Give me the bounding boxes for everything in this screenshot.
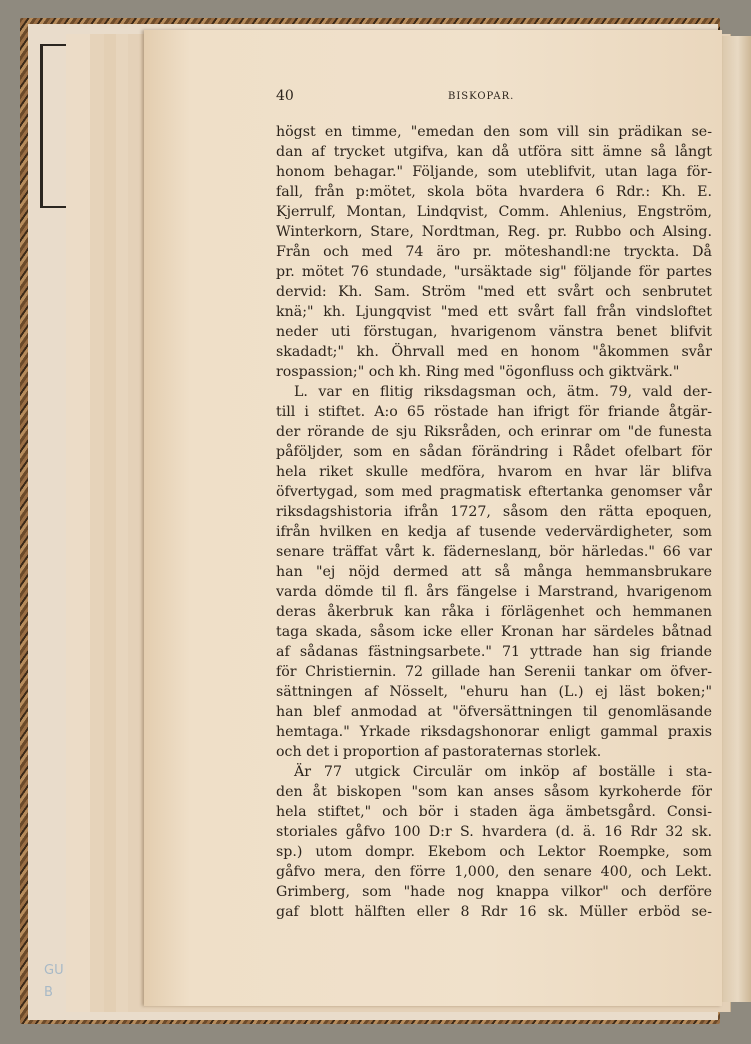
text-line: honom behagar." Följande, som uteblifvit, utan laga för- (276, 164, 712, 180)
text-line: han "ej nöjd dermed att så många hemmansbrukare (276, 564, 712, 580)
text-line: den åt biskopen "som kan anses såsom kyrkoherde för (276, 784, 712, 800)
text-line: knä;" kh. Ljungqvist "med ett svårt fall från vindsloftet (276, 304, 712, 320)
paragraph (276, 382, 712, 762)
text-line: storiales gåfvo 100 D:r S. hvardera (d. ä. 16 Rdr 32 sk. (276, 824, 712, 840)
text-line: sp.) utom dompr. Ekebom och Lektor Roempke, som (276, 844, 712, 860)
text-line: Från och med 74 äro pr. möteshandl:ne tryckta. Då (276, 244, 712, 260)
text-line: neder uti förstugan, hvarigenom vänstra benet blifvit (276, 324, 712, 340)
text-line: Kjerrulf, Montan, Lindqvist, Comm. Ahlenius, Engström, (276, 204, 712, 220)
text-line: senare träffat vårt k. fäderneslanд, bör härledas." 66 var (276, 544, 712, 560)
text-line: öfvertygad, som med pragmatisk eftertanka genomser vår (276, 484, 712, 500)
text-line: L. var en flitig riksdagsman och, ätm. 79, vald der- (294, 384, 712, 400)
text-line: till i stiftet. A:o 65 röstade han ifrigt för friande åtgär- (276, 404, 712, 420)
running-head: BISKOPAR. (448, 91, 515, 102)
text-line: skadadt;" kh. Öhrvall med en honom "åkommen svår (276, 344, 712, 360)
text-line: och det i proportion af pastoraternas storlek. (276, 744, 602, 760)
text-line: varda dömde til fl. års fängelse i Marstrand, hvarigenom (276, 584, 712, 600)
text-line: rospassion;" och kh. Ring med "ögonfluss och giktvärk." (276, 364, 680, 380)
stamp-line-1: GU (44, 963, 64, 978)
text-line: hemtaga." Yrkade riksdagshonorar enligt gammal praxis (276, 724, 712, 740)
text-line: pr. mötet 76 stundade, "ursäktade sig" följande för partes (276, 264, 712, 280)
text-line: Winterkorn, Stare, Nordtman, Reg. pr. Rubbo och Alsing. (276, 224, 712, 240)
page-header (276, 88, 712, 108)
stamp-line-2: B (44, 985, 53, 1000)
text-line: påföljder, som en sådan förändring i Rådet ofelbart för (276, 444, 712, 460)
paragraph (276, 122, 712, 382)
text-line: hela stiftet," och bör i staden äga ämbetsgård. Consi- (276, 804, 712, 820)
text-line: deras åkerbruk kan råka i förlägenhet och hemmanen (276, 604, 712, 620)
text-line: der rörande de sju Riksråden, och erinrar om "de funesta (276, 424, 712, 440)
book-page (144, 30, 722, 1006)
text-line: fall, från p:mötet, skola böta hvardera 6 Rdr.: Kh. E. (276, 184, 712, 200)
text-line: sättningen af Nösselt, "ehuru han (L.) ej läst boken;" (276, 684, 712, 700)
text-line: Är 77 utgick Circulär om inköp af boställe i sta- (294, 764, 712, 780)
page-number: 40 (276, 88, 294, 104)
facing-page-edge (718, 36, 751, 1002)
text-line: dervid: Kh. Sam. Ström "med ett svårt och senbrutet (276, 284, 712, 300)
body-text (276, 122, 712, 922)
text-line: gaf blott hälften eller 8 Rdr 16 sk. Müller erböd se- (276, 904, 712, 920)
text-line: gåfvo mera, den förre 1,000, den senare 400, och Lekt. (276, 864, 712, 880)
text-line: riksdagshistoria ifrån 1727, såsom den rätta epoquen, (276, 504, 712, 520)
text-line: hela riket skulle medföra, hvarom en hvar lär blifva (276, 464, 712, 480)
text-line: taga skada, såsom icke eller Kronan har särdeles båtnad (276, 624, 712, 640)
text-line: dan af trycket utgifva, kan då utföra sitt ämne så långt (276, 144, 712, 160)
text-line: han blef anmodad at "öfversättningen til genomläsande (276, 704, 712, 720)
text-line: Grimberg, som "hade nog knappa vilkor" och derföre (276, 884, 712, 900)
text-line: högst en timme, "emedan den som vill sin prädikan se- (276, 124, 712, 140)
text-line: för Christiernin. 72 gillade han Serenii tankar om öfver- (276, 664, 712, 680)
text-line: af sådanas fästningsarbete." 71 yttrade han sig friande (276, 644, 712, 660)
text-line: ifrån hvilken en kedja af tusende vedervärdigheter, som (276, 524, 712, 540)
paragraph (276, 762, 712, 922)
